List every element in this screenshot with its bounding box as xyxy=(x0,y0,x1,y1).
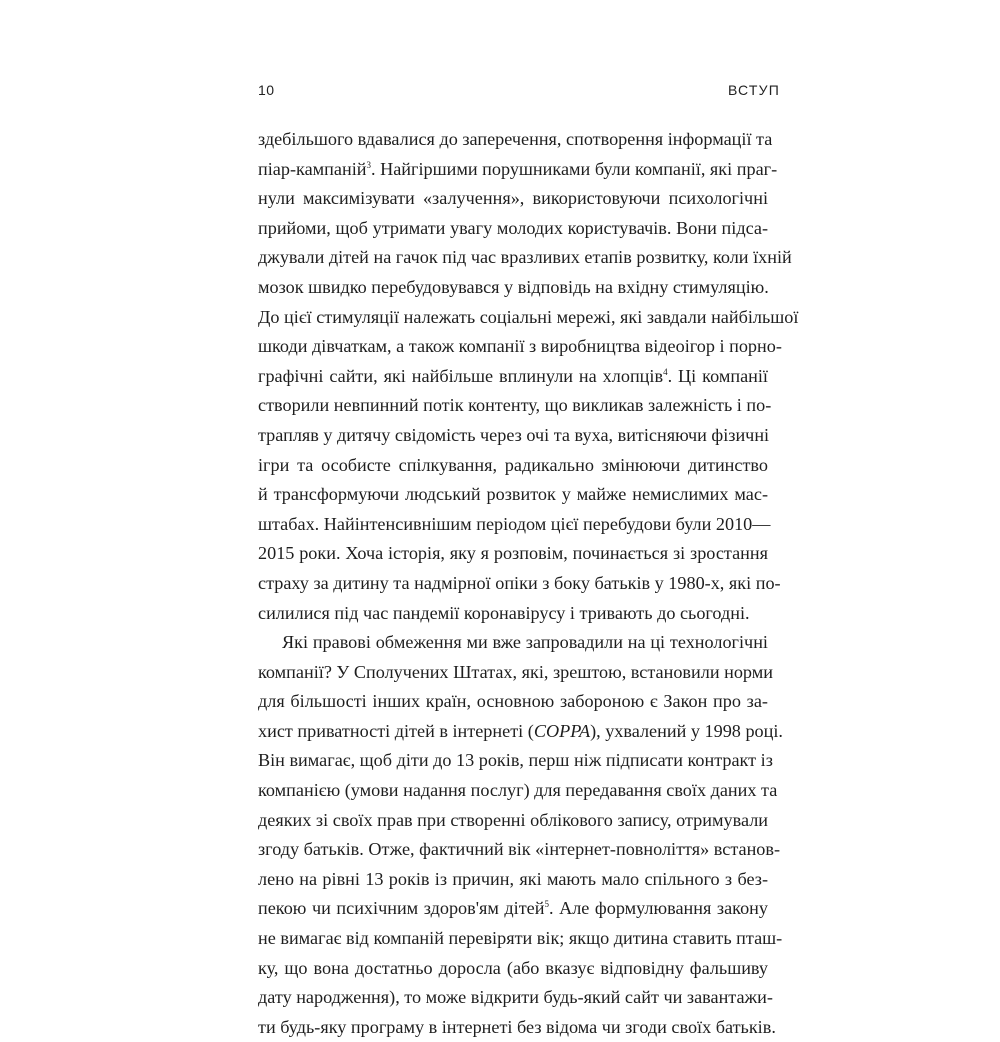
text-line xyxy=(258,865,768,895)
text-line xyxy=(258,510,771,540)
text-line xyxy=(258,924,783,954)
text-segment: . Найгіршими порушниками були компанії, які праг- xyxy=(370,158,778,179)
text-segment: трапляв у дитячу свідомість через очі та вуха, витісняючи фізичні xyxy=(258,424,770,445)
text-line xyxy=(258,569,781,599)
text-line xyxy=(258,184,768,214)
text-line xyxy=(258,303,799,333)
text-segment: До цієї стимуляції належать соціальні мережі, які завдали найбільшої xyxy=(258,306,799,327)
text-segment: лено на рівні 13 років із причин, які мають мало спільного з без- xyxy=(258,868,768,889)
text-segment: . Ці компанії xyxy=(667,365,768,386)
text-segment: 2015 роки. Хоча історія, яку я розповім, починається зі зростання xyxy=(258,543,768,564)
text-line xyxy=(258,332,782,362)
text-line xyxy=(258,539,768,569)
text-segment: прийоми, щоб утримати увагу молодих користувачів. Вони підса- xyxy=(258,217,768,238)
text-segment: ти будь-яку програму в інтернеті без відома чи згоди своїх батьків. xyxy=(258,1016,776,1037)
text-line xyxy=(258,835,781,865)
text-segment: страху за дитину та надмірної опіки з боку батьків у 1980-х, які по- xyxy=(258,572,781,593)
text-line xyxy=(258,451,768,481)
text-line xyxy=(258,243,792,273)
text-line xyxy=(258,687,768,717)
text-line xyxy=(258,983,773,1013)
text-segment: компанії? У Сполучених Штатах, які, зрештою, встановили норми xyxy=(258,661,773,682)
text-segment: ), ухвалений у 1998 році. xyxy=(590,720,783,741)
text-line xyxy=(258,1013,776,1042)
text-segment: Які правові обмеження ми вже запровадили на ці технологічні xyxy=(282,632,768,653)
text-line xyxy=(258,746,773,776)
text-line xyxy=(258,214,768,244)
text-segment: джували дітей на гачок під час вразливих етапів розвитку, коли їхній xyxy=(258,247,792,268)
footnote-marker: 5 xyxy=(544,899,549,910)
text-line xyxy=(258,806,768,836)
footnote-marker: 3 xyxy=(366,159,371,170)
text-segment: згоду батьків. Отже, фактичний вік «інтернет-повноліття» встанов- xyxy=(258,839,781,860)
text-segment: не вимагає від компаній перевіряти вік; якщо дитина ставить пташ- xyxy=(258,928,783,949)
text-segment: нули максимізувати «залучення», використовуючи психологічні xyxy=(258,188,768,209)
text-segment: дату народження), то може відкрити будь-який сайт чи завантажи- xyxy=(258,987,773,1008)
text-line xyxy=(258,362,768,392)
italic-text: COPPA xyxy=(533,720,591,741)
text-line xyxy=(258,894,768,924)
text-line xyxy=(258,599,768,629)
text-segment: здебільшого вдавалися до заперечення, спотворення інформації та xyxy=(258,129,773,149)
text-segment: . Але формулювання закону xyxy=(549,898,768,919)
text-segment: компанією (умови надання послуг) для передавання своїх даних та xyxy=(258,780,778,801)
footnote-marker: 4 xyxy=(663,366,668,377)
text-segment: ігри та особисте спілкування, радикально змінюючи дитинство xyxy=(258,454,768,475)
text-segment: для більшості інших країн, основною забороною є Закон про за- xyxy=(258,691,768,712)
text-line xyxy=(258,421,768,451)
paragraph xyxy=(258,125,799,628)
text-line xyxy=(258,480,768,510)
text-segment: й трансформуючи людський розвиток у майже немислимих мас- xyxy=(258,484,768,505)
paragraph xyxy=(258,628,783,1042)
text-segment: шкоди дівчаткам, а також компанії з виробництва відеоігор і порно- xyxy=(258,336,782,357)
text-line xyxy=(258,954,768,984)
text-segment: хист приватності дітей в інтернеті ( xyxy=(258,720,534,741)
text-segment: штабах. Найінтенсивнішим періодом цієї перебудови були 2010— xyxy=(258,513,771,534)
text-line xyxy=(258,628,768,658)
running-head xyxy=(258,82,780,102)
text-segment: деяких зі своїх прав при створенні облікового запису, отримували xyxy=(258,809,768,830)
page-number: 10 xyxy=(258,82,275,98)
text-line xyxy=(258,125,773,155)
text-segment: піар-кампаній xyxy=(258,158,367,179)
text-segment: ку, що вона достатньо доросла (або вказує відповідну фальшиву xyxy=(258,957,768,978)
text-segment: Він вимагає, щоб діти до 13 років, перш ніж підписати контракт із xyxy=(258,750,773,771)
text-line xyxy=(258,155,778,185)
text-segment: пекою чи психічним здоров'ям дітей xyxy=(258,898,545,919)
text-line xyxy=(258,717,783,747)
text-line xyxy=(258,658,773,688)
text-segment: силилися під час пандемії коронавірусу і тривають до сьогодні. xyxy=(258,602,750,623)
body-text xyxy=(258,125,799,1042)
text-line xyxy=(258,391,772,421)
text-segment: мозок швидко перебудовувався у відповідь на вхідну стимуляцію. xyxy=(258,276,769,297)
text-line xyxy=(258,776,778,806)
chapter-title: ВСТУП xyxy=(727,82,780,98)
text-segment: графічні сайти, які найбільше вплинули на хлопців xyxy=(258,365,664,386)
text-segment: створили невпинний потік контенту, що викликав залежність і по- xyxy=(258,395,772,416)
text-line xyxy=(258,273,768,303)
